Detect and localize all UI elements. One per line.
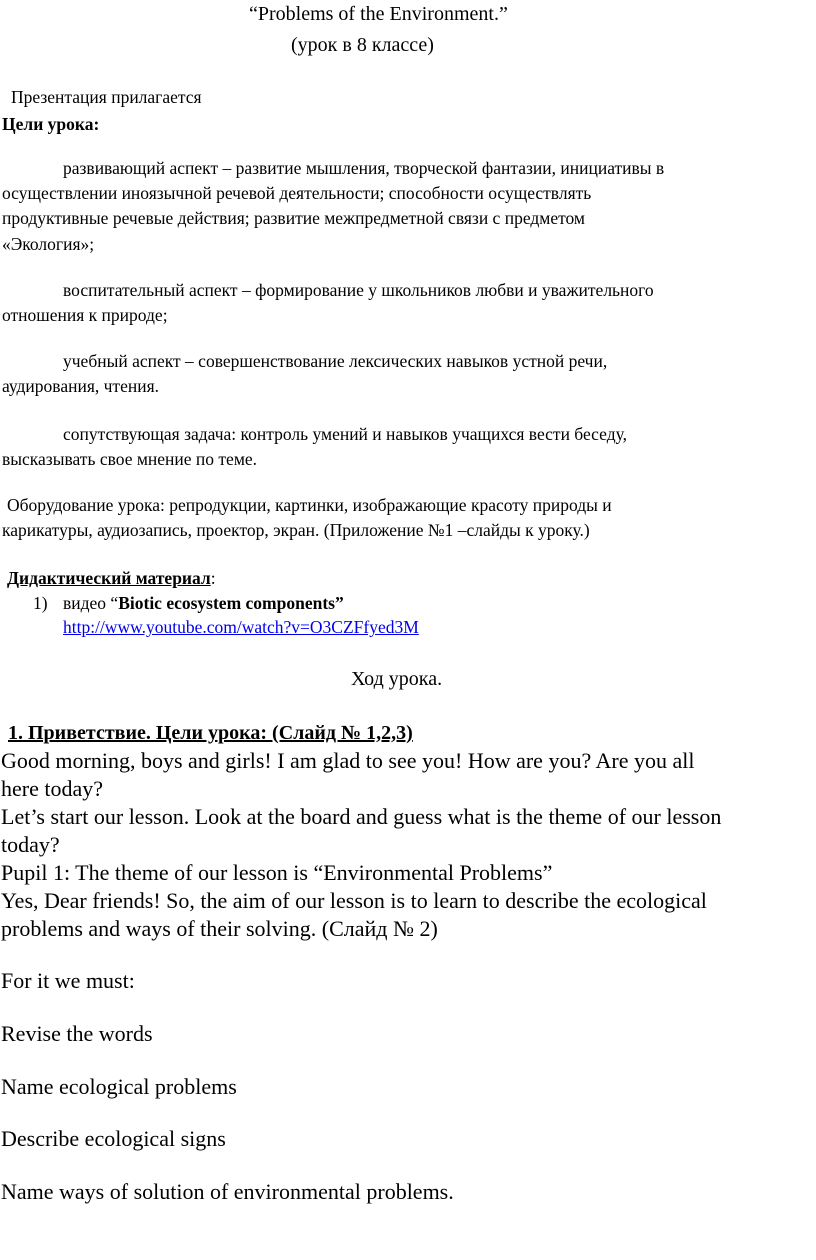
goal-educational-line: отношения к природе;	[2, 305, 168, 325]
must-item: Name ways of solution of environmental problems.	[1, 1179, 454, 1204]
must-item: Describe ecological signs	[1, 1126, 226, 1151]
presentation-note: Презентация прилагается	[11, 87, 202, 107]
goal-developing-line: развивающий аспект – развитие мышления, творческой фантазии, инициативы в	[63, 158, 665, 178]
didactic-heading: Дидактический материал	[7, 568, 211, 588]
lesson-paragraph-line: Yes, Dear friends! So, the aim of our lesson is to learn to describe the ecological	[1, 888, 707, 913]
lesson-paragraph-line: today?	[1, 832, 60, 857]
goal-educational-line: воспитательный аспект – формирование у школьников любви и уважительного	[63, 280, 654, 300]
lesson-paragraph-line: here today?	[1, 776, 103, 801]
section-1-heading: 1. Приветствие. Цели урока: (Слайд № 1,2,3)	[8, 722, 413, 744]
goal-accompanying-line: высказывать свое мнение по теме.	[2, 449, 258, 469]
list-item-prefix: видео “	[63, 593, 119, 613]
goal-learning-line: аудирования, чтения.	[2, 376, 159, 396]
goal-learning-line: учебный аспект – совершенствование лексических навыков устной речи,	[63, 351, 608, 371]
goals-heading: Цели урока:	[2, 114, 100, 134]
equipment-line: Оборудование урока: репродукции, картинки, изображающие красоту природы и	[7, 495, 612, 515]
list-item-number: 1)	[33, 593, 48, 613]
document-title: “Problems of the Environment.”	[249, 3, 508, 25]
document-subtitle: (урок в 8 классе)	[291, 34, 434, 56]
goal-developing-line: «Экология»;	[2, 234, 95, 254]
lesson-paragraph-line: Pupil 1: The theme of our lesson is “Environmental Problems”	[1, 860, 553, 885]
goal-accompanying-line: сопутствующая задача: контроль умений и навыков учащихся вести беседу,	[63, 424, 627, 444]
didactic-heading-colon: :	[210, 568, 216, 588]
video-title: Biotic ecosystem components”	[118, 593, 344, 613]
must-intro: For it we must:	[1, 968, 135, 993]
lesson-paragraph-line: problems and ways of their solving. (Слайд № 2)	[1, 916, 438, 941]
list-item	[63, 593, 344, 614]
lesson-heading: Ход урока.	[351, 668, 443, 690]
equipment-line: карикатуры, аудиозапись, проектор, экран. (Приложение №1 –слайды к уроку.)	[2, 520, 590, 540]
video-link-text[interactable]: http://www.youtube.com/watch?v=O3CZFfyed3M	[63, 617, 419, 637]
goal-developing-line: осуществлении иноязычной речевой деятельности; способности осуществлять	[2, 183, 592, 203]
lesson-paragraph-line: Let’s start our lesson. Look at the board and guess what is the theme of our lesson	[1, 804, 722, 829]
must-item: Revise the words	[1, 1021, 153, 1046]
must-item: Name ecological problems	[1, 1074, 237, 1099]
lesson-paragraph-line: Good morning, boys and girls! I am glad to see you! How are you? Are you all	[1, 748, 695, 773]
didactic-heading-row	[7, 568, 216, 589]
goal-developing-line: продуктивные речевые действия; развитие межпредметной связи с предметом	[2, 208, 586, 228]
video-link[interactable]	[63, 617, 419, 638]
